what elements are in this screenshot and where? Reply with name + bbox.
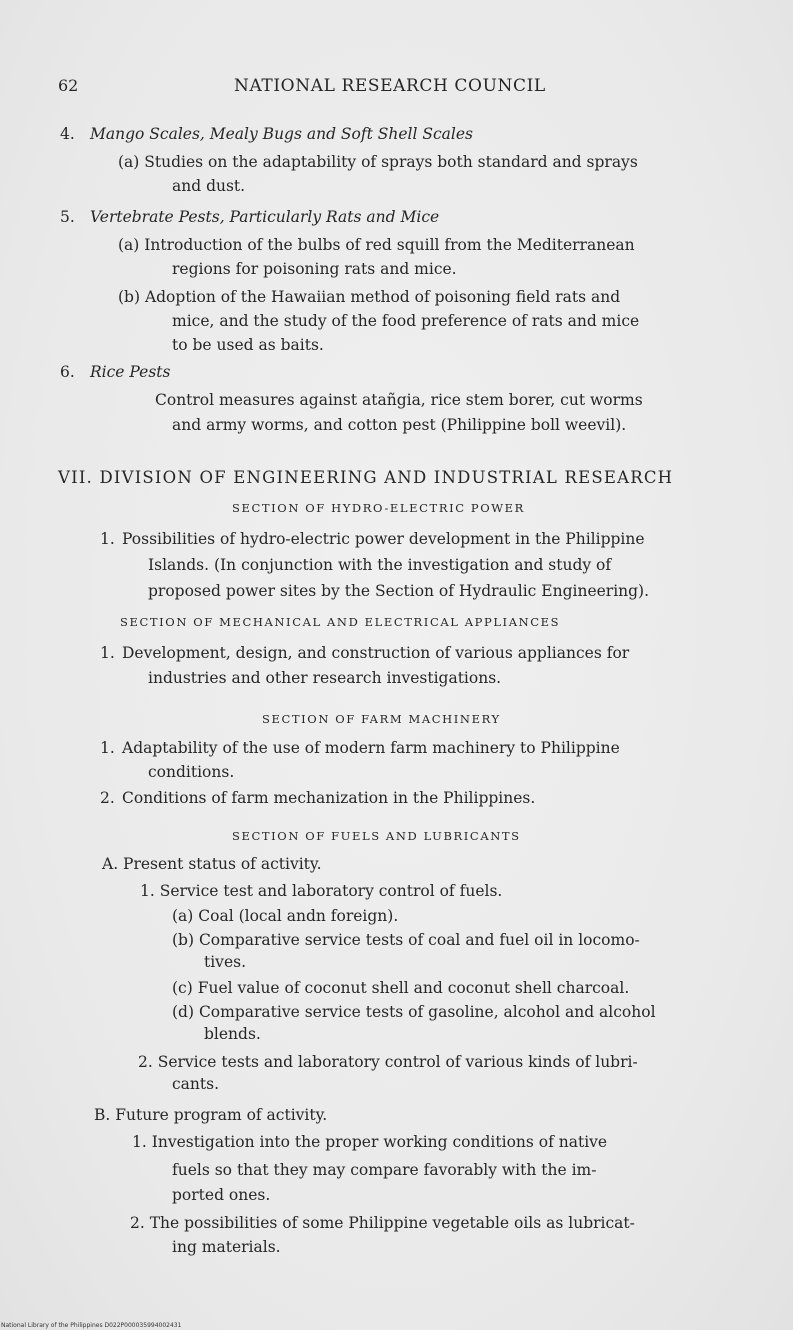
item-5-number: 5. [60,208,75,226]
fuels-b2-line-2: ing materials. [172,1238,281,1256]
fuels-a2-line-1: 2. Service tests and laboratory control of various kinds of lubri- [138,1053,638,1071]
fuels-a1-line-1: 1. Service test and laboratory control of fuels. [140,882,503,900]
section-heading-fuels: SECTION OF FUELS AND LUBRICANTS [232,829,521,843]
page-number: 62 [58,76,79,95]
item-6-line-1: Control measures against atañgia, rice stem borer, cut worms [155,391,643,409]
section-heading-hydro: SECTION OF HYDRO-ELECTRIC POWER [232,501,525,515]
farm-item-2-line-1: Conditions of farm mechanization in the Philippines. [122,789,536,807]
fuels-a2-line-2: cants. [172,1075,220,1093]
item-5b-line-1: (b) Adoption of the Hawaiian method of poisoning field rats and [118,288,621,306]
farm-item-1-line-1: Adaptability of the use of modern farm machinery to Philippine [122,739,620,757]
item-5-title: Vertebrate Pests, Particularly Rats and Mice [90,208,440,226]
item-5a-line-1: (a) Introduction of the bulbs of red squill from the Mediterranean [118,236,635,254]
item-4a-line-1: (a) Studies on the adaptability of sprays both standard and sprays [118,153,638,171]
mech-item-1-line-1: Development, design, and construction of various appliances for [122,644,630,662]
item-4-number: 4. [60,125,75,143]
fuels-a-heading: A. Present status of activity. [102,855,322,873]
fuels-a1d-line-2: blends. [204,1025,261,1043]
fuels-a1c-line-1: (c) Fuel value of coconut shell and coconut shell charcoal. [172,979,630,997]
farm-item-1-line-2: conditions. [148,763,235,781]
item-5b-line-2: mice, and the study of the food preference of rats and mice [172,312,640,330]
hydro-item-1-line-1: Possibilities of hydro-electric power development in the Philippine [122,530,645,548]
fuels-a1b-line-2: tives. [204,953,246,971]
fuels-b-heading: B. Future program of activity. [94,1106,328,1124]
fuels-a1b-line-1: (b) Comparative service tests of coal and fuel oil in locomo- [172,931,640,949]
fuels-a1d-line-1: (d) Comparative service tests of gasoline, alcohol and alcohol [172,1003,656,1021]
running-title: NATIONAL RESEARCH COUNCIL [234,76,546,96]
item-6-line-2: and army worms, and cotton pest (Philippine boll weevil). [172,416,627,434]
fuels-a1a-line-1: (a) Coal (local andn foreign). [172,907,399,925]
fuels-b1-line-1: 1. Investigation into the proper working conditions of native [132,1133,608,1151]
item-4a-line-2: and dust. [172,177,246,195]
hydro-item-1-line-3: proposed power sites by the Section of Hydraulic Engineering). [148,582,650,600]
item-5a-line-2: regions for poisoning rats and mice. [172,260,457,278]
fuels-b1-line-3: ported ones. [172,1186,271,1204]
mech-item-1-line-2: industries and other research investigations. [148,669,502,687]
item-4-title: Mango Scales, Mealy Bugs and Soft Shell Scales [90,125,474,143]
item-6-title: Rice Pests [90,363,171,381]
hydro-item-1-number: 1. [100,530,115,548]
item-6-number: 6. [60,363,75,381]
mech-item-1-number: 1. [100,644,115,662]
farm-item-1-number: 1. [100,739,115,757]
fuels-b1-line-2: fuels so that they may compare favorably with the im- [172,1161,597,1179]
scan-footer: National Library of the Philippines D022P000035994002431 [1,1322,182,1329]
division-heading: VII. DIVISION OF ENGINEERING AND INDUSTRIAL RESEARCH [58,468,674,487]
section-heading-mechanical: SECTION OF MECHANICAL AND ELECTRICAL APPLIANCES [120,615,561,629]
item-5b-line-3: to be used as baits. [172,336,324,354]
hydro-item-1-line-2: Islands. (In conjunction with the investigation and study of [148,556,612,574]
farm-item-2-number: 2. [100,789,115,807]
section-heading-farm: SECTION OF FARM MACHINERY [262,712,501,726]
fuels-b2-line-1: 2. The possibilities of some Philippine vegetable oils as lubricat- [130,1214,635,1232]
